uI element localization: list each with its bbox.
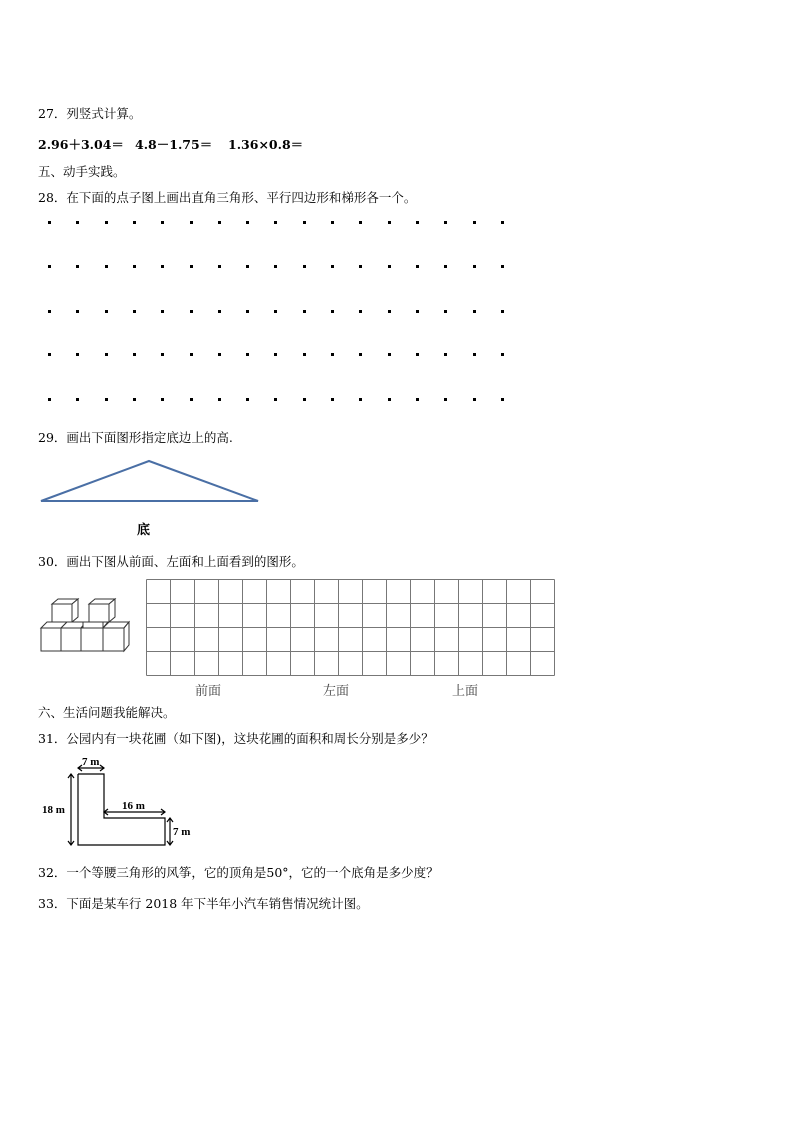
l-shape-figure bbox=[40, 754, 200, 854]
cube-front-face bbox=[103, 628, 124, 651]
grid-dot[interactable] bbox=[161, 310, 164, 313]
grid-dot[interactable] bbox=[416, 221, 419, 224]
grid-dot[interactable] bbox=[190, 398, 193, 401]
dot-row bbox=[48, 265, 518, 273]
grid-dot[interactable] bbox=[105, 221, 108, 224]
grid-dot[interactable] bbox=[48, 353, 51, 356]
grid-dot[interactable] bbox=[303, 221, 306, 224]
grid-dot[interactable] bbox=[133, 353, 136, 356]
grid-dot[interactable] bbox=[473, 353, 476, 356]
dim-label-top: 7 m bbox=[82, 756, 100, 768]
cube-front-face bbox=[89, 604, 109, 622]
grid-dot[interactable] bbox=[246, 353, 249, 356]
dim-label-inner: 16 m bbox=[122, 800, 145, 812]
q27-expr-1: 2.96＋3.04＝ bbox=[38, 137, 124, 152]
view-label-top: 上面 bbox=[452, 684, 479, 699]
grid-dot[interactable] bbox=[473, 398, 476, 401]
q30-title: 30．画出下图从前面、左面和上面看到的图形。 bbox=[38, 554, 304, 569]
grid-dot[interactable] bbox=[105, 398, 108, 401]
grid-dot[interactable] bbox=[388, 265, 391, 268]
grid-dot[interactable] bbox=[161, 398, 164, 401]
grid-dot[interactable] bbox=[218, 310, 221, 313]
grid-dot[interactable] bbox=[133, 221, 136, 224]
grid-dot[interactable] bbox=[388, 310, 391, 313]
grid-dot[interactable] bbox=[218, 353, 221, 356]
cube-front-face bbox=[61, 628, 81, 651]
grid-dot[interactable] bbox=[501, 310, 504, 313]
grid-dot[interactable] bbox=[416, 398, 419, 401]
grid-dot[interactable] bbox=[246, 398, 249, 401]
grid-dot[interactable] bbox=[190, 221, 193, 224]
section-6-heading: 六、生活问题我能解决。 bbox=[38, 705, 176, 720]
q32-title: 32．一个等腰三角形的风筝，它的顶角是50°，它的一个底角是多少度？ bbox=[38, 865, 439, 880]
grid-dot[interactable] bbox=[359, 353, 362, 356]
view-label-front: 前面 bbox=[195, 684, 222, 699]
dot-row bbox=[48, 221, 518, 229]
grid-dot[interactable] bbox=[303, 265, 306, 268]
grid-dot[interactable] bbox=[190, 353, 193, 356]
grid-dot[interactable] bbox=[48, 398, 51, 401]
cube-front-face bbox=[41, 628, 61, 651]
grid-dot[interactable] bbox=[190, 265, 193, 268]
grid-dot[interactable] bbox=[76, 265, 79, 268]
q33-title: 33．下面是某车行 2018 年下半年小汽车销售情况统计图。 bbox=[38, 896, 369, 911]
grid-dot[interactable] bbox=[274, 398, 277, 401]
grid-dot[interactable] bbox=[359, 265, 362, 268]
dot-row bbox=[48, 353, 518, 361]
grid-dot[interactable] bbox=[161, 221, 164, 224]
dot-row bbox=[48, 310, 518, 318]
grid-dot[interactable] bbox=[48, 265, 51, 268]
grid-dot[interactable] bbox=[218, 265, 221, 268]
base-label: 底 bbox=[137, 523, 151, 538]
grid-dot[interactable] bbox=[161, 353, 164, 356]
grid-dot[interactable] bbox=[388, 398, 391, 401]
section-5-heading: 五、动手实践。 bbox=[38, 164, 126, 179]
grid-dot[interactable] bbox=[105, 310, 108, 313]
grid-dot[interactable] bbox=[76, 353, 79, 356]
grid-dot[interactable] bbox=[359, 310, 362, 313]
grid-dot[interactable] bbox=[331, 398, 334, 401]
grid-dot[interactable] bbox=[444, 353, 447, 356]
cube-front-face bbox=[52, 604, 72, 622]
grid-dot[interactable] bbox=[388, 221, 391, 224]
cube-front-face bbox=[83, 622, 103, 628]
dot-row bbox=[48, 398, 518, 406]
grid-dot[interactable] bbox=[501, 265, 504, 268]
q27-expr-3: 1.36×0.8＝ bbox=[228, 137, 304, 152]
grid-dot[interactable] bbox=[246, 221, 249, 224]
grid-dot[interactable] bbox=[331, 221, 334, 224]
grid-dot[interactable] bbox=[274, 265, 277, 268]
grid-dot[interactable] bbox=[133, 310, 136, 313]
grid-dot[interactable] bbox=[416, 310, 419, 313]
grid-dot[interactable] bbox=[105, 353, 108, 356]
cube-side-face bbox=[124, 622, 129, 651]
grid-dot[interactable] bbox=[76, 398, 79, 401]
grid-dot[interactable] bbox=[161, 265, 164, 268]
grid-dot[interactable] bbox=[359, 221, 362, 224]
grid-dot[interactable] bbox=[501, 398, 504, 401]
grid-dot[interactable] bbox=[105, 265, 108, 268]
triangle-shape bbox=[41, 461, 258, 501]
cube-front-face bbox=[81, 628, 103, 651]
dim-label-left: 18 m bbox=[42, 804, 65, 816]
q27-title: 27．列竖式计算。 bbox=[38, 106, 142, 121]
grid-dot[interactable] bbox=[218, 398, 221, 401]
grid-dot[interactable] bbox=[473, 310, 476, 313]
grid-dot[interactable] bbox=[133, 265, 136, 268]
grid-dot[interactable] bbox=[48, 310, 51, 313]
grid-dot[interactable] bbox=[274, 221, 277, 224]
grid-dot[interactable] bbox=[473, 265, 476, 268]
grid-dot[interactable] bbox=[274, 353, 277, 356]
grid-dot[interactable] bbox=[444, 221, 447, 224]
grid-dot[interactable] bbox=[331, 265, 334, 268]
view-label-left: 左面 bbox=[323, 684, 350, 699]
grid-dot[interactable] bbox=[501, 353, 504, 356]
grid-dot[interactable] bbox=[303, 310, 306, 313]
grid-dot[interactable] bbox=[133, 398, 136, 401]
grid-dot[interactable] bbox=[48, 221, 51, 224]
grid-dot[interactable] bbox=[246, 265, 249, 268]
q27-expr-2: 4.8－1.75＝ bbox=[135, 137, 213, 152]
grid-dot[interactable] bbox=[190, 310, 193, 313]
grid-dot[interactable] bbox=[218, 221, 221, 224]
obtuse-triangle[interactable] bbox=[38, 458, 263, 506]
grid-dot[interactable] bbox=[76, 310, 79, 313]
grid-dot[interactable] bbox=[303, 353, 306, 356]
dim-label-right: 7 m bbox=[173, 826, 191, 838]
grid-dot[interactable] bbox=[331, 310, 334, 313]
grid-dot[interactable] bbox=[501, 221, 504, 224]
grid-dot[interactable] bbox=[444, 310, 447, 313]
grid-dot[interactable] bbox=[388, 353, 391, 356]
q29-title: 29．画出下面图形指定底边上的高. bbox=[38, 430, 233, 445]
grid-dot[interactable] bbox=[359, 398, 362, 401]
grid-dot[interactable] bbox=[246, 310, 249, 313]
q31-title: 31．公园内有一块花圃（如下图)，这块花圃的面积和周长分别是多少？ bbox=[38, 731, 434, 746]
grid-dot[interactable] bbox=[303, 398, 306, 401]
grid-dot[interactable] bbox=[416, 353, 419, 356]
answer-grid[interactable] bbox=[146, 579, 555, 677]
grid-dot[interactable] bbox=[76, 221, 79, 224]
grid-dot[interactable] bbox=[473, 221, 476, 224]
grid-dot[interactable] bbox=[444, 398, 447, 401]
grid-dot[interactable] bbox=[444, 265, 447, 268]
cube-stack-figure bbox=[38, 599, 138, 655]
grid-dot[interactable] bbox=[416, 265, 419, 268]
q28-title: 28．在下面的点子图上画出直角三角形、平行四边形和梯形各一个。 bbox=[38, 190, 417, 205]
grid-dot[interactable] bbox=[274, 310, 277, 313]
grid-dot[interactable] bbox=[331, 353, 334, 356]
